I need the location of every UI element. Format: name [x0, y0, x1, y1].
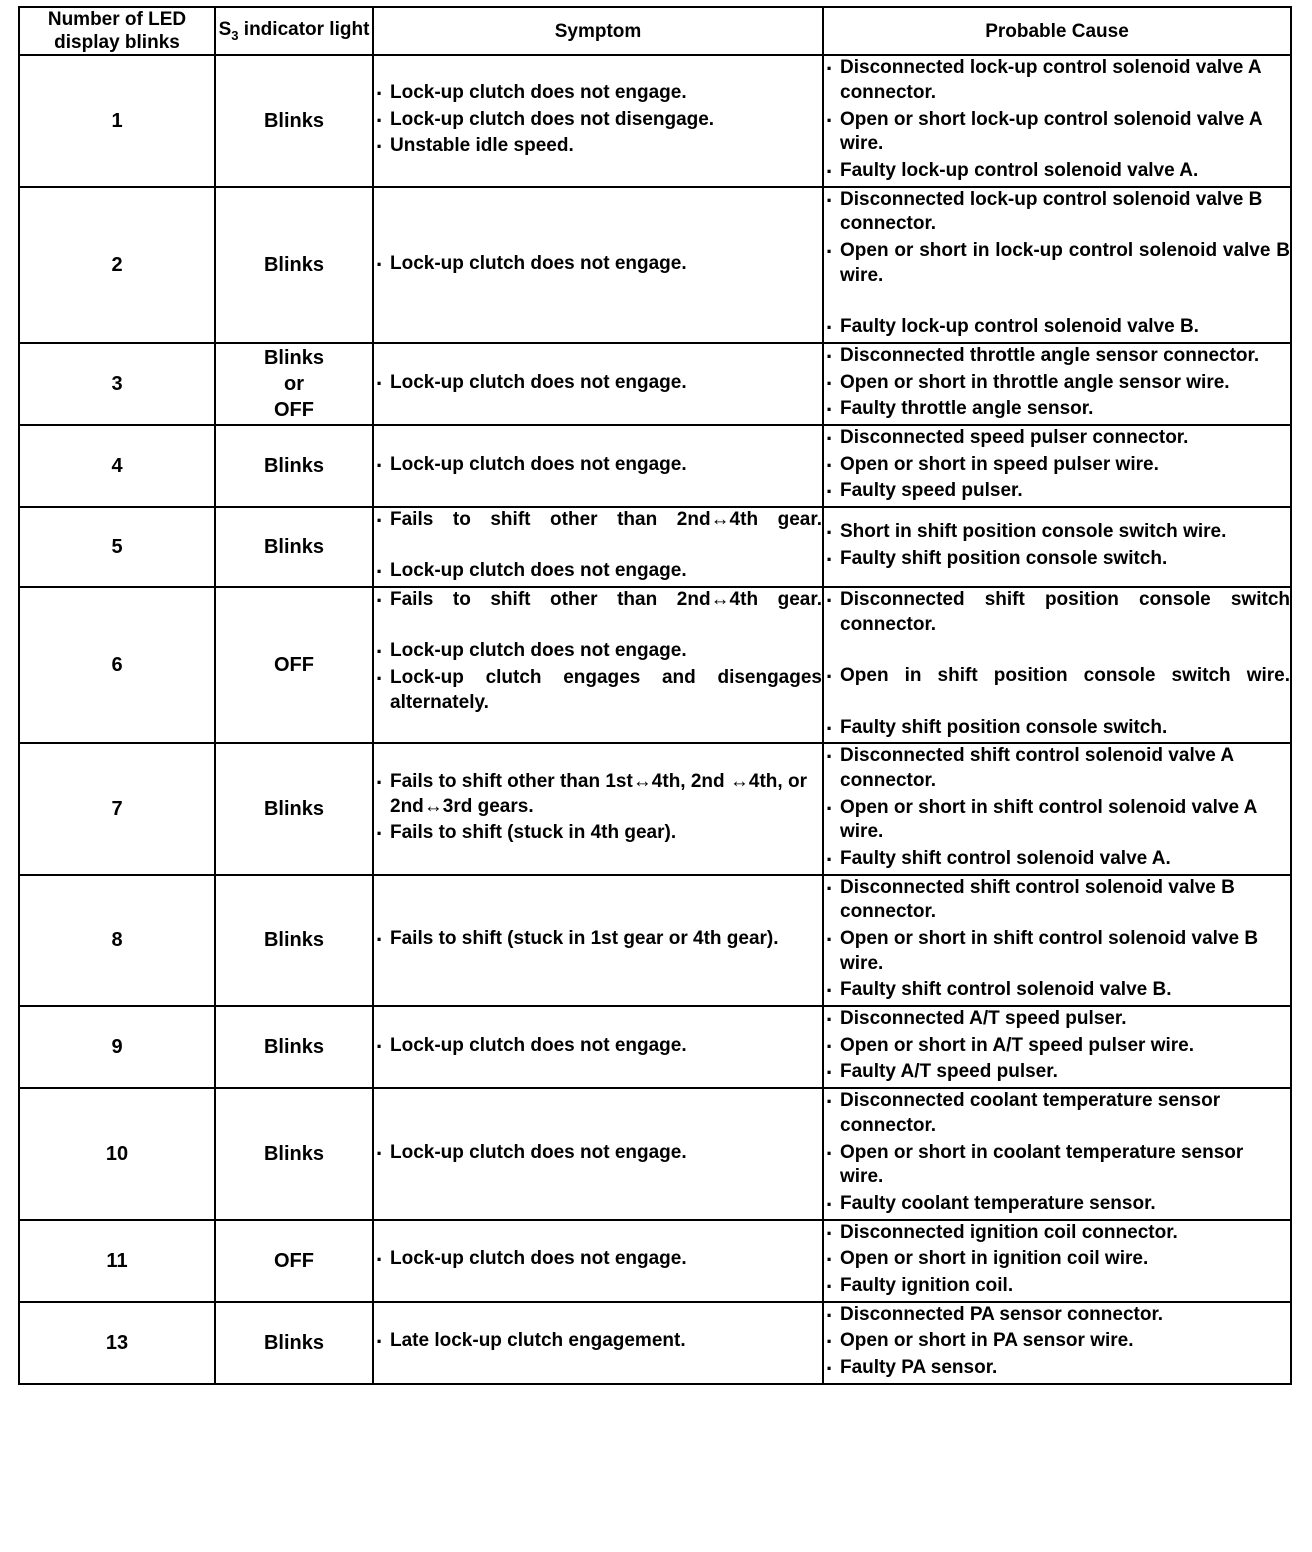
symptom-item: · Lock-up clutch does not engage.: [374, 81, 822, 106]
column-header-indicator: [215, 7, 373, 55]
cell-blink-count: 4: [19, 425, 215, 507]
symptom-item: · Fails to shift other than 2nd↔4th gear.: [374, 588, 822, 637]
cause-item: · Disconnected coolant temperature sensor connector.: [824, 1089, 1290, 1138]
cell-symptom: [373, 743, 823, 874]
symptom-item: · Unstable idle speed.: [374, 134, 822, 159]
cell-probable-cause: [823, 1220, 1291, 1302]
cell-blink-count: 13: [19, 1302, 215, 1384]
cause-item: · Faulty A/T speed pulser.: [824, 1060, 1290, 1085]
cell-symptom-list: [374, 588, 822, 740]
cell-symptom-list: [374, 371, 822, 396]
cell-probable-cause: [823, 1302, 1291, 1384]
cell-symptom: [373, 343, 823, 425]
table-row: [19, 55, 1291, 186]
indicator-line: OFF: [274, 1249, 314, 1272]
cell-symptom-list: [374, 508, 822, 584]
cell-indicator-light: [215, 875, 373, 1006]
cause-item: · Faulty shift control solenoid valve B.: [824, 978, 1290, 1003]
cell-probable-cause: [823, 875, 1291, 1006]
cell-symptom: [373, 1088, 823, 1219]
cause-item: · Open in shift position console switch wire.: [824, 664, 1290, 713]
indicator-line: Blinks: [263, 797, 325, 820]
cell-probable-cause-list: [824, 1089, 1290, 1216]
cell-indicator-light: [215, 343, 373, 425]
symptom-item: · Lock-up clutch does not engage.: [374, 559, 822, 584]
cause-item: · Open or short in speed pulser wire.: [824, 453, 1290, 478]
table-row: [19, 425, 1291, 507]
symptom-item: · Fails to shift (stuck in 1st gear or 4th gear).: [374, 927, 822, 952]
cell-blink-count: 2: [19, 187, 215, 343]
cell-symptom-list: [374, 1034, 822, 1059]
cause-item: · Faulty lock-up control solenoid valve A.: [824, 159, 1290, 184]
cell-blink-count: 6: [19, 587, 215, 743]
indicator-line: Blinks: [263, 1331, 325, 1354]
cause-item: · Faulty speed pulser.: [824, 479, 1290, 504]
table-row: [19, 343, 1291, 425]
cause-item: · Faulty coolant temperature sensor.: [824, 1192, 1290, 1217]
cause-item: · Disconnected A/T speed pulser.: [824, 1007, 1290, 1032]
cell-blink-count: 5: [19, 507, 215, 587]
column-header-cause: Probable Cause: [823, 7, 1291, 55]
cause-item: · Faulty shift control solenoid valve A.: [824, 847, 1290, 872]
cell-indicator-light: [215, 55, 373, 186]
cause-item: · Disconnected lock-up control solenoid valve B connector.: [824, 188, 1290, 237]
table-header: [19, 7, 1291, 55]
cause-item: · Open or short in lock-up control solenoid valve B wire.: [824, 239, 1290, 313]
cell-blink-count: 3: [19, 343, 215, 425]
cell-symptom-list: [374, 1329, 822, 1354]
indicator-line: Blinks: [263, 1036, 325, 1059]
cause-item: · Disconnected shift control solenoid valve A connector.: [824, 744, 1290, 793]
table-body: [19, 55, 1291, 1383]
table-header-row: [19, 7, 1291, 55]
symptom-item: · Fails to shift (stuck in 4th gear).: [374, 821, 822, 846]
cell-probable-cause-list: [824, 1303, 1290, 1381]
cell-blink-count: 10: [19, 1088, 215, 1219]
symptom-item: · Lock-up clutch does not engage.: [374, 371, 822, 396]
cause-item: · Faulty ignition coil.: [824, 1274, 1290, 1299]
cell-indicator-light: [215, 507, 373, 587]
symptom-item: · Lock-up clutch does not engage.: [374, 1034, 822, 1059]
cell-indicator-light: [215, 1220, 373, 1302]
column-header-blinks: Number of LED display blinks: [19, 7, 215, 55]
indicator-line: Blinks: [263, 346, 325, 369]
indicator-line: Blinks: [263, 253, 325, 276]
cell-probable-cause-list: [824, 520, 1290, 571]
symptom-item: · Lock-up clutch does not engage.: [374, 453, 822, 478]
indicator-line: OFF: [274, 654, 314, 677]
cell-symptom: [373, 587, 823, 743]
indicator-line: Blinks: [263, 455, 325, 477]
symptom-item: · Lock-up clutch does not engage.: [374, 1141, 822, 1166]
cell-indicator-light: [215, 187, 373, 343]
cell-probable-cause: [823, 1088, 1291, 1219]
symptom-item: · Lock-up clutch engages and disengages alternately.: [374, 666, 822, 740]
table-row: [19, 1006, 1291, 1088]
cause-item: · Faulty PA sensor.: [824, 1356, 1290, 1381]
cell-blink-count: 1: [19, 55, 215, 186]
cell-symptom-list: [374, 1141, 822, 1166]
table-row: [19, 507, 1291, 587]
cause-item: · Faulty shift position console switch.: [824, 716, 1290, 741]
cause-item: · Disconnected shift position console switch connector.: [824, 588, 1290, 662]
cell-symptom: [373, 1220, 823, 1302]
cell-blink-count: 8: [19, 875, 215, 1006]
cell-blink-count: 9: [19, 1006, 215, 1088]
cell-probable-cause: [823, 507, 1291, 587]
cell-probable-cause-list: [824, 1007, 1290, 1085]
cell-symptom: [373, 1006, 823, 1088]
cause-item: · Disconnected PA sensor connector.: [824, 1303, 1290, 1328]
cause-item: · Disconnected throttle angle sensor connector.: [824, 344, 1290, 369]
cell-probable-cause-list: [824, 188, 1290, 340]
cause-item: · Open or short lock-up control solenoid valve A wire.: [824, 108, 1290, 157]
cause-item: · Disconnected shift control solenoid valve B connector.: [824, 876, 1290, 925]
table-row: [19, 875, 1291, 1006]
indicator-header-suffix: indicator light: [238, 19, 370, 41]
cell-symptom: [373, 507, 823, 587]
cell-probable-cause-list: [824, 1221, 1290, 1299]
cause-item: · Open or short in coolant temperature sensor wire.: [824, 1141, 1290, 1190]
cell-indicator-light: [215, 587, 373, 743]
cell-symptom: [373, 1302, 823, 1384]
cause-item: · Open or short in PA sensor wire.: [824, 1329, 1290, 1354]
cell-symptom-list: [374, 927, 822, 952]
cell-symptom-list: [374, 81, 822, 159]
cause-item: · Short in shift position console switch wire.: [824, 520, 1290, 545]
symptom-item: · Lock-up clutch does not engage.: [374, 252, 822, 277]
symptom-item: · Lock-up clutch does not disengage.: [374, 108, 822, 133]
table-row: [19, 1302, 1291, 1384]
symptom-item: · Fails to shift other than 1st↔4th, 2nd ↔4th, or 2nd↔3rd gears.: [374, 770, 822, 819]
cell-probable-cause: [823, 187, 1291, 343]
cause-item: · Open or short in shift control solenoid valve A wire.: [824, 796, 1290, 845]
indicator-line: OFF: [274, 398, 314, 421]
cause-item: · Open or short in ignition coil wire.: [824, 1247, 1290, 1272]
cell-probable-cause: [823, 743, 1291, 874]
cell-probable-cause-list: [824, 344, 1290, 422]
indicator-line: or: [284, 372, 304, 395]
cell-symptom: [373, 55, 823, 186]
indicator-line: Blinks: [263, 929, 325, 952]
cause-item: · Open or short in shift control solenoid valve B wire.: [824, 927, 1290, 976]
cause-item: · Open or short in throttle angle sensor wire.: [824, 371, 1290, 396]
cause-item: · Disconnected speed pulser connector.: [824, 426, 1290, 451]
cause-item: · Open or short in A/T speed pulser wire.: [824, 1034, 1290, 1059]
table-row: [19, 587, 1291, 743]
indicator-line: Blinks: [263, 536, 325, 559]
cell-symptom-list: [374, 453, 822, 478]
symptom-item: · Lock-up clutch does not engage.: [374, 639, 822, 664]
cell-probable-cause-list: [824, 588, 1290, 740]
cell-probable-cause-list: [824, 426, 1290, 504]
symptom-item: · Fails to shift other than 2nd↔4th gear.: [374, 508, 822, 557]
table-row: [19, 187, 1291, 343]
symptom-item: · Late lock-up clutch engagement.: [374, 1329, 822, 1354]
column-header-symptom: Symptom: [373, 7, 823, 55]
table-row: [19, 1220, 1291, 1302]
table-row: [19, 1088, 1291, 1219]
cell-probable-cause: [823, 55, 1291, 186]
cause-item: · Faulty throttle angle sensor.: [824, 397, 1290, 422]
cell-indicator-light: [215, 1006, 373, 1088]
cell-probable-cause: [823, 425, 1291, 507]
cell-probable-cause: [823, 587, 1291, 743]
cause-item: · Disconnected ignition coil connector.: [824, 1221, 1290, 1246]
cell-indicator-light: [215, 1302, 373, 1384]
cell-indicator-light: [215, 425, 373, 507]
cell-symptom: [373, 875, 823, 1006]
cause-item: · Faulty lock-up control solenoid valve B.: [824, 315, 1290, 340]
cell-symptom-list: [374, 252, 822, 277]
indicator-line: Blinks: [263, 110, 325, 133]
indicator-header-subscript: 3: [231, 28, 239, 44]
cause-item: · Faulty shift position console switch.: [824, 547, 1290, 572]
cell-probable-cause-list: [824, 876, 1290, 1003]
cell-symptom: [373, 425, 823, 507]
diagnostic-code-table: [18, 6, 1292, 1385]
cell-indicator-light: [215, 1088, 373, 1219]
cell-blink-count: 7: [19, 743, 215, 874]
cell-symptom-list: [374, 1247, 822, 1272]
cell-probable-cause: [823, 1006, 1291, 1088]
cell-blink-count: 11: [19, 1220, 215, 1302]
cause-item: · Disconnected lock-up control solenoid valve A connector.: [824, 56, 1290, 105]
indicator-line: Blinks: [263, 1142, 325, 1165]
table-row: [19, 743, 1291, 874]
cell-probable-cause-list: [824, 56, 1290, 183]
cell-probable-cause: [823, 343, 1291, 425]
cell-symptom: [373, 187, 823, 343]
symptom-item: · Lock-up clutch does not engage.: [374, 1247, 822, 1272]
cell-symptom-list: [374, 770, 822, 846]
cell-indicator-light: [215, 743, 373, 874]
cell-probable-cause-list: [824, 744, 1290, 871]
indicator-header-prefix: S: [218, 19, 232, 41]
